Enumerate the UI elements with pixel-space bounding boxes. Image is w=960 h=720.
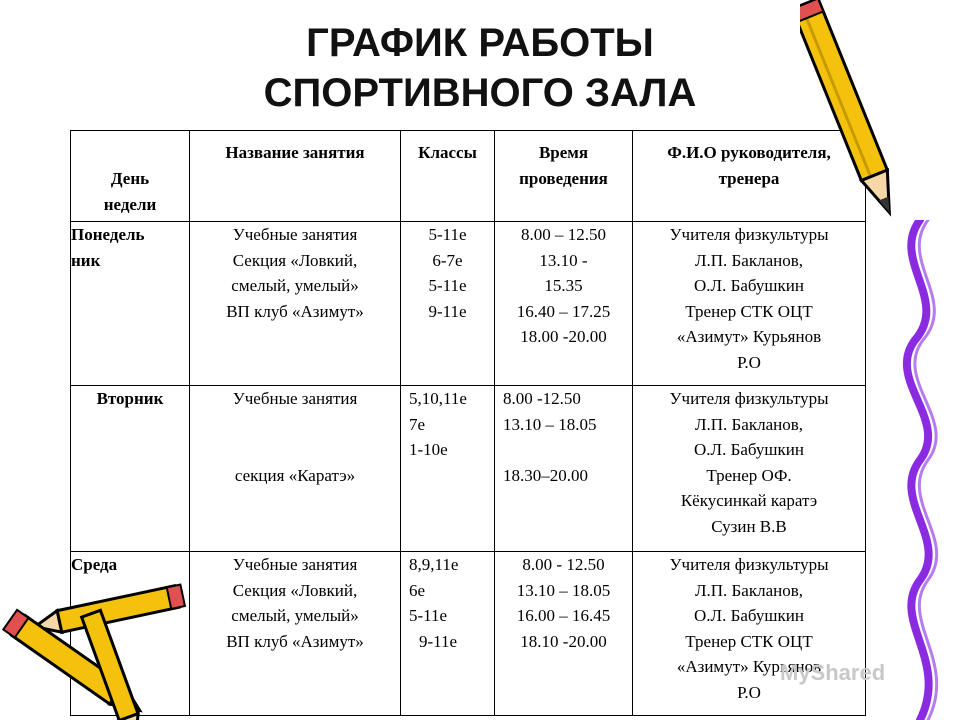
header-activity: Название занятия bbox=[190, 131, 401, 222]
activity-cell: Учебные занятия Секция «Ловкий, смелый, умелый» ВП клуб «Азимут» bbox=[190, 552, 401, 716]
header-classes: Классы bbox=[401, 131, 495, 222]
table-row bbox=[71, 222, 866, 386]
title-line-2: СПОРТИВНОГО ЗАЛА bbox=[263, 71, 697, 115]
header-day: День недели bbox=[71, 131, 190, 222]
activity-cell: Учебные занятия Секция «Ловкий, смелый, умелый» ВП клуб «Азимут» bbox=[190, 222, 401, 386]
squiggle-decoration-icon bbox=[880, 220, 960, 720]
classes-cell: 5-11е 6-7е 5-11е 9-11е bbox=[401, 222, 495, 386]
day-cell: Понедель ник bbox=[71, 222, 190, 386]
leader-cell: Учителя физкультуры Л.П. Бакланов, О.Л. Бабушкин Тренер СТК ОЦТ «Азимут» Курьянов Р.О bbox=[633, 222, 866, 386]
day-cell: Среда bbox=[71, 552, 190, 716]
time-cell: 8.00 - 12.50 13.10 – 18.05 16.00 – 16.45 18.10 -20.00 bbox=[495, 552, 633, 716]
title-line-1: ГРАФИК РАБОТЫ bbox=[306, 21, 654, 65]
watermark-logo bbox=[780, 660, 885, 686]
table-row bbox=[71, 386, 866, 552]
header-row bbox=[71, 131, 866, 222]
pencils-bottom-left-icon bbox=[0, 580, 200, 720]
classes-cell: 8,9,11е 6е 5-11е 9-11е bbox=[401, 552, 495, 716]
header-leader: Ф.И.О руководителя, тренера bbox=[633, 131, 866, 222]
day-cell: Вторник bbox=[71, 386, 190, 552]
leader-cell: Учителя физкультуры Л.П. Бакланов, О.Л. Бабушкин Тренер СТК ОЦТ «Азимут» Курьянов Р.О bbox=[633, 552, 866, 716]
time-cell: 8.00 – 12.50 13.10 - 15.35 16.40 – 17.25 18.00 -20.00 bbox=[495, 222, 633, 386]
classes-cell: 5,10,11е 7е 1-10е bbox=[401, 386, 495, 552]
leader-cell: Учителя физкультуры Л.П. Бакланов, О.Л. Бабушкин Тренер ОФ. Кёкусинкай каратэ Сузин В.В bbox=[633, 386, 866, 552]
watermark-text: MyShared bbox=[780, 660, 886, 685]
header-time: Время проведения bbox=[495, 131, 633, 222]
time-cell: 8.00 -12.50 13.10 – 18.05 18.30–20.00 bbox=[495, 386, 633, 552]
activity-cell: Учебные занятия секция «Каратэ» bbox=[190, 386, 401, 552]
pencil-top-right-icon bbox=[800, 0, 900, 230]
